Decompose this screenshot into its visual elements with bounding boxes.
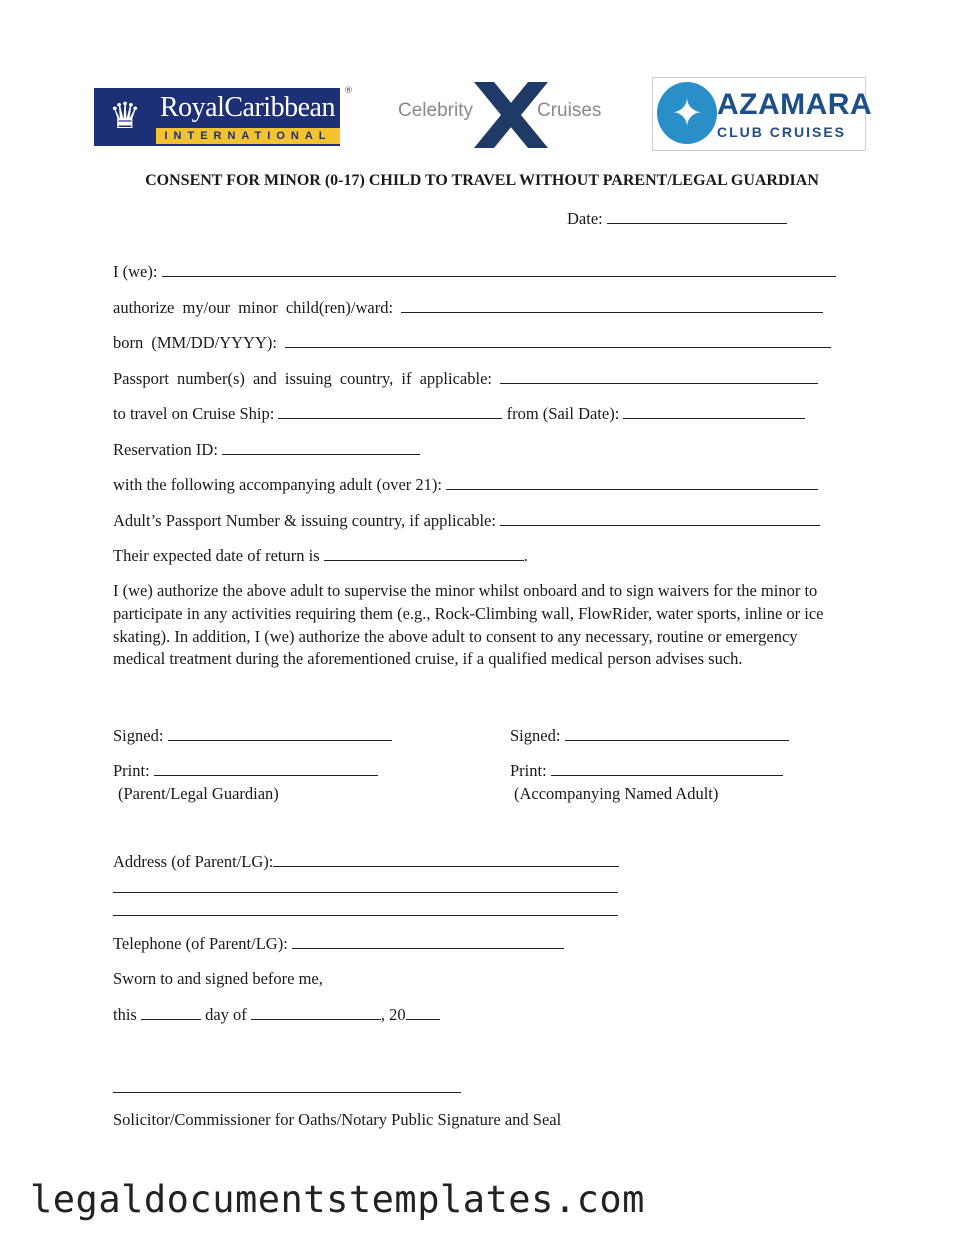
royal-caribbean-subtitle: INTERNATIONAL <box>164 130 332 142</box>
adult-signature-field[interactable] <box>565 726 789 741</box>
azamara-wordmark: AZAMARA <box>717 88 873 121</box>
address-field-line-2[interactable] <box>113 892 618 893</box>
parent-signed-label: Signed: <box>113 726 164 745</box>
cruises-wordmark: Cruises <box>537 100 602 121</box>
return-label: Their expected date of return is <box>113 546 320 565</box>
adult-passport-label: Adult’s Passport Number & issuing country, if applicable: <box>113 511 496 530</box>
ship-label: to travel on Cruise Ship: <box>113 404 275 423</box>
adult-caption: (Accompanying Named Adult) <box>514 784 719 803</box>
day-of-label: day of <box>205 1005 247 1024</box>
year-prefix: , 20 <box>380 1005 406 1024</box>
telephone-label: Telephone (of Parent/LG): <box>113 934 288 953</box>
passport-field[interactable] <box>500 369 818 384</box>
parent-print-label: Print: <box>113 761 150 780</box>
azamara-subtitle: CLUB CRUISES <box>717 124 847 140</box>
sail-date-label: from (Sail Date): <box>506 404 620 423</box>
star-icon: ✦ <box>671 91 703 135</box>
authorize-row <box>113 298 823 318</box>
return-row <box>113 546 528 566</box>
parent-caption: (Parent/Legal Guardian) <box>118 784 279 803</box>
parent-print-row <box>113 761 378 781</box>
ship-row <box>113 404 805 424</box>
notary-day-field[interactable] <box>141 1005 201 1020</box>
minor-name-field[interactable] <box>401 298 823 313</box>
authorize-label: authorize my/our minor child(ren)/ward: <box>113 298 394 317</box>
i-we-field[interactable] <box>162 262 836 277</box>
passport-row <box>113 369 818 389</box>
passport-label: Passport number(s) and issuing country, if applicable: <box>113 369 492 388</box>
telephone-row <box>113 934 564 954</box>
i-we-row <box>113 262 836 282</box>
adult-signed-label: Signed: <box>510 726 561 745</box>
reservation-label: Reservation ID: <box>113 440 218 459</box>
parent-signature-field[interactable] <box>168 726 392 741</box>
this-label: this <box>113 1005 137 1024</box>
adult-print-field[interactable] <box>551 761 783 776</box>
reservation-row <box>113 440 420 460</box>
notary-month-field[interactable] <box>251 1005 381 1020</box>
date-label: Date: <box>567 209 603 228</box>
adult-print-label: Print: <box>510 761 547 780</box>
notary-signature-field[interactable] <box>113 1092 461 1093</box>
adult-print-row <box>510 761 783 781</box>
return-date-field[interactable] <box>324 546 524 561</box>
authorization-paragraph: I (we) authorize the above adult to supervise the minor whilst onboard and to sign waivers for the minor to participate in any activities requiring them (e.g., Rock-Climbing wall, FlowRider, water sports, inline or ice skating). In addition, I (we) authorize the above adult to consent to any necessary, routine or emergency medical treatment during the aforementioned cruise, if a qualified medical person advises such. <box>113 581 824 669</box>
royal-caribbean-logo <box>94 88 340 146</box>
adult-row <box>113 475 818 495</box>
reservation-field[interactable] <box>222 440 420 455</box>
watermark-text: legaldocumentstemplates.com <box>30 1178 645 1221</box>
adult-passport-field[interactable] <box>500 511 820 526</box>
form-title: CONSENT FOR MINOR (0-17) CHILD TO TRAVEL WITHOUT PARENT/LEGAL GUARDIAN <box>145 172 819 189</box>
date-field[interactable] <box>607 209 787 224</box>
azamara-logo <box>652 77 873 151</box>
sail-date-field[interactable] <box>623 404 805 419</box>
parent-signed-row <box>113 726 392 746</box>
parent-print-field[interactable] <box>154 761 378 776</box>
address-field-line-3[interactable] <box>113 915 618 916</box>
notary-label: Solicitor/Commissioner for Oaths/Notary Public Signature and Seal <box>113 1110 562 1129</box>
adult-label: with the following accompanying adult (over 21): <box>113 475 443 494</box>
notary-year-field[interactable] <box>406 1005 440 1020</box>
crown-anchor-icon: ♛ <box>108 96 142 137</box>
accompanying-adult-field[interactable] <box>446 475 818 490</box>
address-field-line-1[interactable] <box>273 852 619 867</box>
celebrity-wordmark: Celebrity <box>398 100 473 121</box>
adult-passport-row <box>113 511 820 531</box>
telephone-field[interactable] <box>292 934 564 949</box>
cruise-ship-field[interactable] <box>278 404 502 419</box>
born-row <box>113 333 831 353</box>
birth-date-field[interactable] <box>285 333 831 348</box>
notary-date-row <box>113 1005 440 1025</box>
born-label: born (MM/DD/YYYY): <box>113 333 277 352</box>
adult-signed-row <box>510 726 789 746</box>
date-row <box>567 209 787 229</box>
sworn-text: Sworn to and signed before me, <box>113 969 323 988</box>
address-label: Address (of Parent/LG): <box>113 852 274 871</box>
return-period: . <box>523 546 528 565</box>
royal-caribbean-wordmark: RoyalCaribbean <box>160 92 335 123</box>
registered-mark: ® <box>344 86 353 96</box>
address-row <box>113 852 619 872</box>
i-we-label: I (we): <box>113 262 158 281</box>
